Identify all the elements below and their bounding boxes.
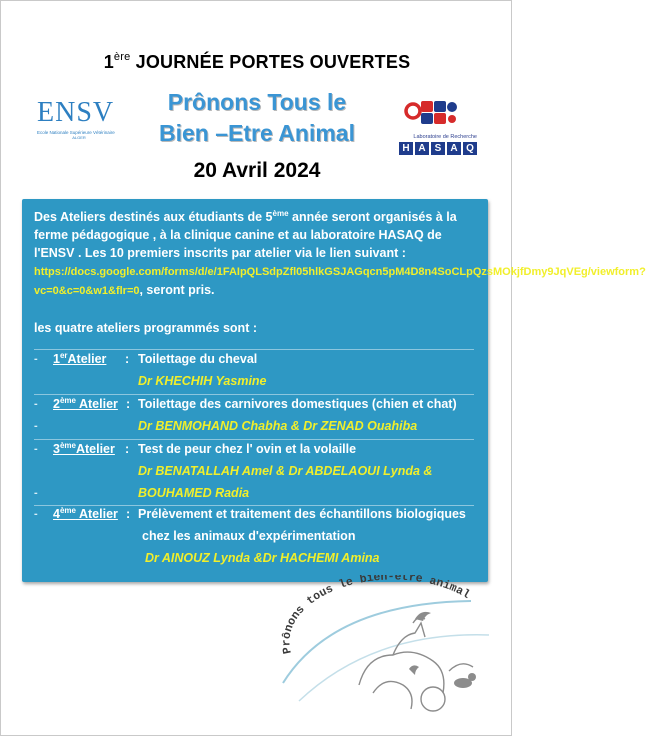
workshop-3 bbox=[22, 440, 488, 503]
workshop-3-label: 3èmeAtelier bbox=[53, 441, 115, 456]
workshop-3-title-row bbox=[22, 440, 488, 459]
heading-ordinal-sup: ère bbox=[113, 51, 131, 63]
campaign-logo-text: Prônons tous le bien-être animal bbox=[280, 575, 472, 655]
slogan-line-2: Bien –Etre Animal bbox=[159, 120, 355, 146]
event-date: 20 Avril 2024 bbox=[193, 159, 321, 182]
intro-sup: ème bbox=[272, 209, 289, 218]
workshop-1-colon: : bbox=[125, 352, 130, 366]
workshop-2-colon: : bbox=[126, 397, 131, 411]
bullet-dash: - bbox=[34, 353, 38, 365]
hasaq-letter: Q bbox=[463, 142, 477, 155]
workshop-3-tutor-row-2 bbox=[22, 484, 488, 503]
workshop-4-title-row bbox=[22, 505, 488, 524]
workshop-4-title-2: chez les animaux d'expérimentation bbox=[142, 529, 356, 543]
workshop-2 bbox=[22, 395, 488, 436]
slogan bbox=[121, 87, 393, 149]
workshops-lead: les quatre ateliers programmés sont : bbox=[34, 321, 257, 335]
campaign-logo-art bbox=[263, 575, 503, 725]
slogan-line-1: Prônons Tous le bbox=[167, 89, 347, 115]
workshop-3-title: Test de peur chez l' ovin et la volaille bbox=[138, 442, 357, 456]
hasaq-puzzle-icon bbox=[383, 95, 477, 127]
workshop-3-tutor-2: BOUHAMED Radia bbox=[138, 486, 250, 500]
workshop-2-tutor: Dr BENMOHAND Chabha & Dr ZENAD Ouahiba bbox=[138, 419, 418, 433]
workshop-2-label: 2ème Atelier bbox=[53, 396, 118, 411]
hasaq-wordmark bbox=[383, 142, 477, 155]
workshop-4-tutor: Dr AINOUZ Lynda &Dr HACHEMI Amina bbox=[145, 551, 380, 565]
campaign-logo bbox=[263, 575, 503, 725]
workshop-1-tutor-row bbox=[22, 372, 488, 391]
hasaq-letter: A bbox=[415, 142, 429, 155]
workshop-1-title: Toilettage du cheval bbox=[138, 352, 258, 366]
workshop-4-label: 4ème Atelier bbox=[53, 506, 118, 521]
workshop-1-tutor: Dr KHECHIH Yasmine bbox=[138, 374, 267, 388]
event-heading bbox=[1, 51, 513, 73]
workshop-4 bbox=[22, 505, 488, 568]
workshop-2-title: Toilettage des carnivores domestiques (chien et chat) bbox=[138, 397, 457, 411]
bullet-dash: - bbox=[34, 443, 38, 455]
ensv-logo bbox=[37, 99, 121, 147]
workshop-3-tutor: Dr BENATALLAH Amel & Dr ABDELAOUI Lynda & bbox=[138, 464, 433, 478]
bullet-dash: - bbox=[34, 420, 38, 432]
hasaq-letter: S bbox=[431, 142, 445, 155]
workshop-2-tutor-row bbox=[22, 417, 488, 436]
hasaq-letter: H bbox=[399, 142, 413, 155]
bullet-dash: - bbox=[34, 508, 38, 520]
bullet-dash: - bbox=[34, 487, 38, 499]
bullet-dash: - bbox=[34, 398, 38, 410]
workshop-1 bbox=[22, 350, 488, 391]
workshop-4-title: Prélèvement et traitement des échantillons biologiques bbox=[138, 507, 466, 521]
workshop-1-label: 1erAtelier bbox=[53, 351, 107, 366]
workshop-3-colon: : bbox=[125, 442, 130, 456]
intro-text-1: Des Ateliers destinés aux étudiants de 5 bbox=[34, 210, 273, 224]
intro-text-3: , seront pris. bbox=[139, 283, 215, 297]
hasaq-letter: A bbox=[447, 142, 461, 155]
intro-text-2: année seront organisés à la ferme pédagogique , à la clinique canine et au laboratoire HASAQ de l'ENSV . Les 10 premiers inscrits par atelier via le lien suivant : bbox=[34, 210, 457, 260]
intro-paragraph bbox=[34, 208, 646, 300]
workshop-1-title-row bbox=[22, 350, 488, 369]
info-panel bbox=[22, 199, 646, 582]
registration-link[interactable]: https://docs.google.com/forms/d/e/1FAIpQLSdpZfl05hlkGSJAGqcn5pM4D8n4SoCLpQzsMOkjfDmy9JqVEg/viewform?vc=0&c=0&w1&flr=0 bbox=[34, 266, 646, 297]
heading-ordinal: 1 bbox=[103, 52, 114, 72]
hasaq-lab-label: Laboratoire de Recherche bbox=[413, 134, 477, 140]
workshop-4-title-row-2 bbox=[22, 527, 488, 546]
hasaq-logo bbox=[383, 95, 477, 155]
heading-title: JOURNÉE PORTES OUVERTES bbox=[135, 52, 411, 72]
workshop-4-tutor-row bbox=[22, 549, 488, 568]
ensv-logo-city: ALGER bbox=[72, 135, 86, 140]
ensv-logo-word: ENSV bbox=[37, 97, 115, 128]
workshop-4-colon: : bbox=[126, 507, 131, 521]
ensv-logo-subtitle: Ecole Nationale Supérieure Vétérinaire bbox=[37, 130, 115, 135]
workshop-3-tutor-row bbox=[22, 462, 488, 481]
workshop-2-title-row bbox=[22, 395, 488, 414]
